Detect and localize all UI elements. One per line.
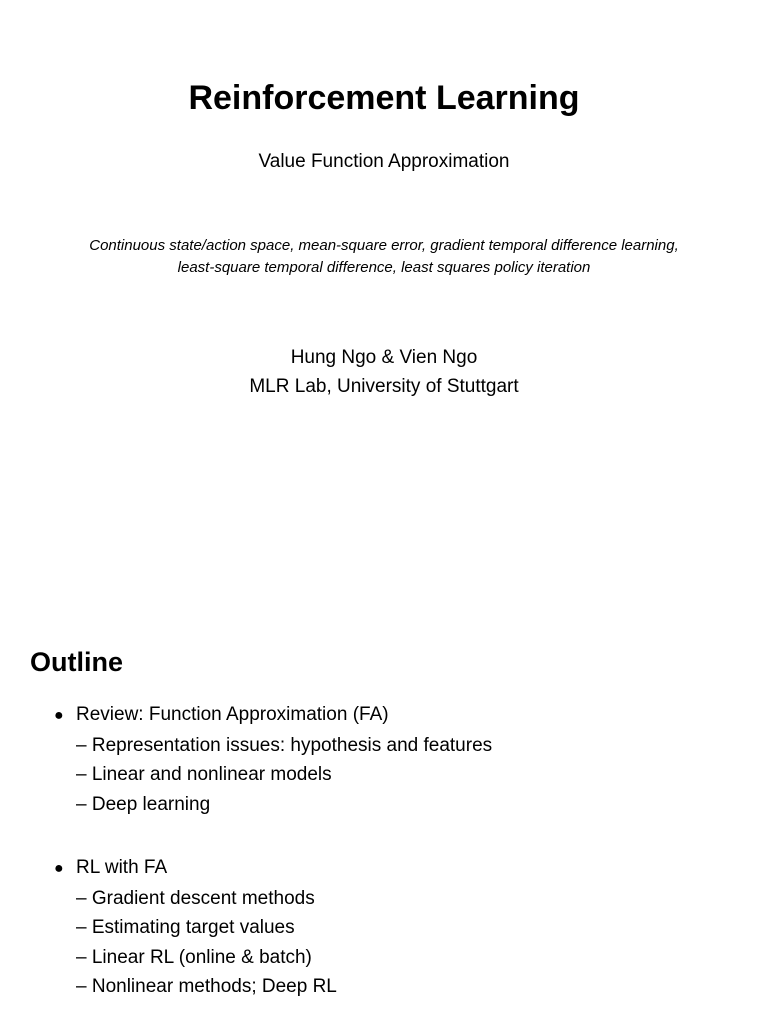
sub-item: – Gradient descent methods [76, 887, 315, 909]
keywords-line-1: Continuous state/action space, mean-square error, gradient temporal difference learning, [89, 237, 679, 254]
bullet-icon: ● [54, 860, 64, 877]
bullet-line [54, 853, 337, 884]
sub-item: – Estimating target values [76, 917, 295, 938]
bullet-label: RL with FA [76, 857, 168, 878]
bullet-label: Review: Function Approximation (FA) [76, 704, 389, 725]
sub-item: – Linear and nonlinear models [76, 764, 332, 785]
sub-item: – Deep learning [76, 793, 211, 815]
outline-heading: Outline [30, 647, 123, 677]
bullet-line [54, 700, 492, 731]
page-title: Reinforcement Learning [188, 79, 580, 117]
subtitle: Value Function Approximation [258, 151, 510, 172]
sub-item: – Nonlinear methods; Deep RL [76, 976, 337, 997]
authors: Hung Ngo & Vien Ngo [290, 347, 478, 368]
bullet-icon: ● [54, 707, 64, 724]
sub-item: – Representation issues: hypothesis and features [76, 734, 493, 756]
sub-item: – Linear RL (online & batch) [76, 946, 312, 968]
author-block [0, 343, 768, 401]
outline-bullet-rl-with-fa [54, 853, 337, 1002]
affiliation: MLR Lab, University of Stuttgart [249, 376, 519, 397]
keywords-line-2: least-square temporal difference, least squares policy iteration [177, 259, 591, 276]
keywords [34, 235, 734, 279]
outline-bullet-review [54, 700, 492, 819]
